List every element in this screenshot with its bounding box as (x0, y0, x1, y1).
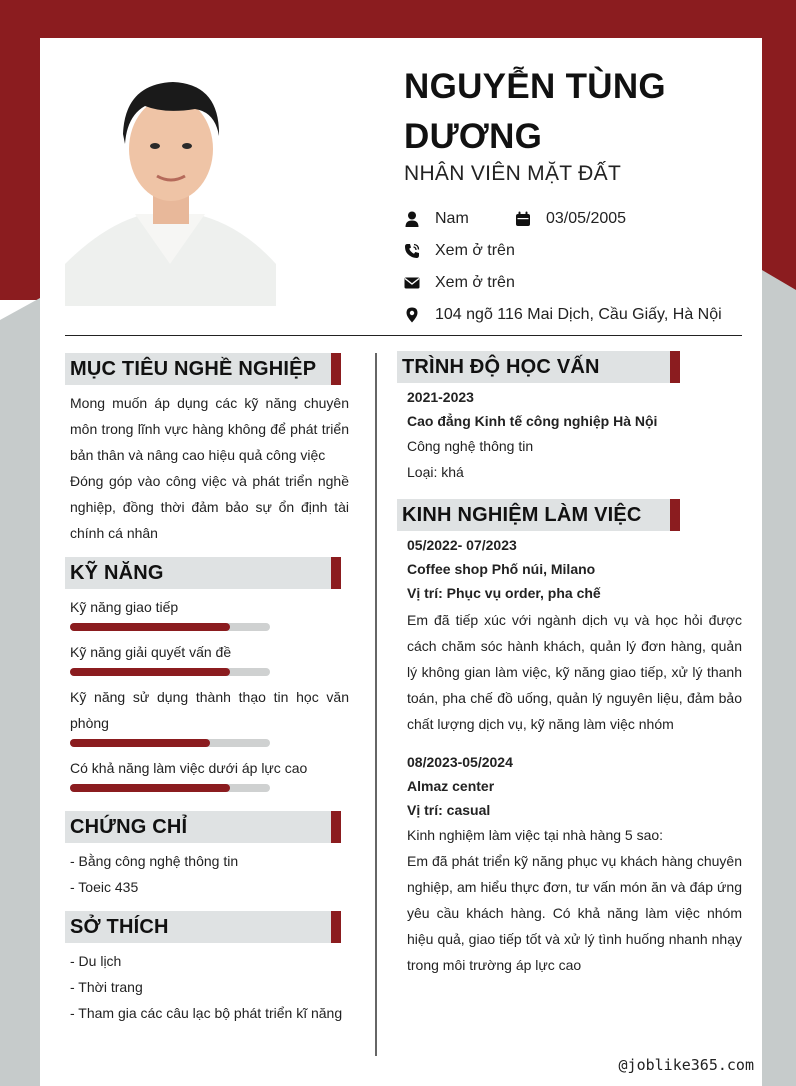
education-title-text: TRÌNH ĐỘ HỌC VẤN (402, 355, 600, 378)
watermark: @joblike365.com (618, 1056, 754, 1074)
job-company: Almaz center (407, 778, 495, 794)
hobbies-list (70, 948, 360, 1026)
left-gray-band (0, 290, 40, 1086)
certificates-title (65, 811, 341, 843)
column-divider (375, 353, 377, 1056)
section-accent (670, 499, 680, 531)
certificate-item: - Toeic 435 (70, 879, 139, 895)
certificate-item: - Bằng công nghệ thông tin (70, 853, 239, 869)
job-intro: Kinh nghiệm làm việc tại nhà hàng 5 sao: (407, 827, 664, 843)
skill-label: Kỹ năng giao tiếp (70, 599, 179, 615)
calendar-icon (515, 211, 531, 227)
user-icon (404, 211, 420, 227)
birthdate-row (515, 208, 626, 230)
skill-bar (70, 668, 270, 676)
experience-title (397, 499, 680, 531)
hobbies-title (65, 911, 341, 943)
experience-title-text: KINH NGHIỆM LÀM VIỆC (402, 503, 642, 526)
skill-bar (70, 623, 270, 631)
skill-bar-fill (70, 784, 230, 792)
section-accent (331, 353, 341, 385)
section-accent (331, 911, 341, 943)
education-period: 2021-2023 (407, 389, 474, 405)
skill-label: Kỹ năng sử dụng thành thạo tin học văn phòng (70, 689, 349, 731)
job-entry (407, 533, 742, 737)
skill-label: Kỹ năng giải quyết vấn đề (70, 644, 232, 660)
job-entry (407, 750, 742, 978)
job-period: 08/2023-05/2024 (407, 754, 513, 770)
skill-bar-fill (70, 739, 210, 747)
right-gray-band (762, 270, 796, 1086)
education-major: Công nghệ thông tin (407, 438, 534, 454)
objective-paragraph: Đóng góp vào công việc và phát triển nghề nghiệp, đồng thời đảm bảo sự ổn định tài chính cá nhân (70, 473, 349, 541)
profile-photo (65, 64, 276, 306)
gender-row (404, 208, 469, 230)
skill-bar (70, 784, 270, 792)
skill-label: Có khả năng làm việc dưới áp lực cao (70, 760, 308, 776)
job-position: Vị trí: Phục vụ order, pha chế (407, 585, 601, 601)
cv-sheet (40, 38, 762, 1086)
email-row (404, 272, 515, 294)
job-company: Coffee shop Phố núi, Milano (407, 561, 596, 577)
education-title (397, 351, 680, 383)
certificates-list (70, 848, 349, 900)
section-accent (331, 811, 341, 843)
address-row (404, 304, 722, 326)
phone-value: Xem ở trên (435, 242, 515, 259)
job-description: Em đã phát triển kỹ năng phục vụ khách hàng chuyên nghiệp, am hiểu thực đơn, tư vấn món ăn và đáp ứng yêu cầu khách hàng. Có khả năng làm việc nhóm hiệu quả, giao tiếp tốt và xử lý tình huống nhanh nhạy trong môi trường áp lực cao (407, 853, 742, 973)
envelope-icon (404, 275, 420, 291)
skill-bar-fill (70, 668, 230, 676)
objective-title (65, 353, 341, 385)
hobbies-title-text: SỞ THÍCH (70, 915, 169, 938)
location-pin-icon (404, 307, 420, 323)
certificates-title-text: CHỨNG CHỈ (70, 815, 188, 838)
phone-row (404, 240, 515, 262)
skills-title (65, 557, 341, 589)
phone-icon (404, 243, 420, 259)
job-title: NHÂN VIÊN MẶT ĐẤT (404, 162, 622, 185)
objective-paragraph: Mong muốn áp dụng các kỹ năng chuyên môn trong lĩnh vực hàng không để phát triển bản thân và nâng cao hiệu quả công việc (70, 395, 349, 463)
skill-bar-fill (70, 623, 230, 631)
address-value: 104 ngõ 116 Mai Dịch, Cầu Giấy, Hà Nội (435, 306, 722, 323)
job-description: Em đã tiếp xúc với ngành dịch vụ và học hỏi được cách chăm sóc hành khách, quản lý đơn hàng, quản lý không gian làm việc, kỹ năng giao tiếp, xử lý thanh toán, pha chế đồ uống, quản lý nguyên liệu, đảm bảo chất lượng dịch vụ, kỹ năng làm việc nhóm (407, 612, 742, 732)
education-school: Cao đẳng Kinh tế công nghiệp Hà Nội (407, 413, 658, 429)
header-divider (65, 335, 742, 336)
education-grade: Loại: khá (407, 464, 464, 480)
section-accent (331, 557, 341, 589)
objective-title-text: MỤC TIÊU NGHỀ NGHIỆP (70, 357, 317, 380)
email-value: Xem ở trên (435, 274, 515, 291)
skills-title-text: KỸ NĂNG (70, 561, 164, 584)
hobby-item: - Tham gia các câu lạc bộ phát triển kĩ năng (70, 1005, 343, 1021)
job-position: Vị trí: casual (407, 802, 491, 818)
skill-bar (70, 739, 270, 747)
hobby-item: - Thời trang (70, 979, 143, 995)
candidate-name: NGUYỄN TÙNG DƯƠNG (404, 67, 666, 156)
gender-value: Nam (435, 210, 469, 227)
job-period: 05/2022- 07/2023 (407, 537, 517, 553)
birthdate-value: 03/05/2005 (546, 210, 627, 227)
objective-text (70, 390, 349, 546)
education-block (407, 385, 742, 485)
hobby-item: - Du lịch (70, 953, 122, 969)
section-accent (670, 351, 680, 383)
